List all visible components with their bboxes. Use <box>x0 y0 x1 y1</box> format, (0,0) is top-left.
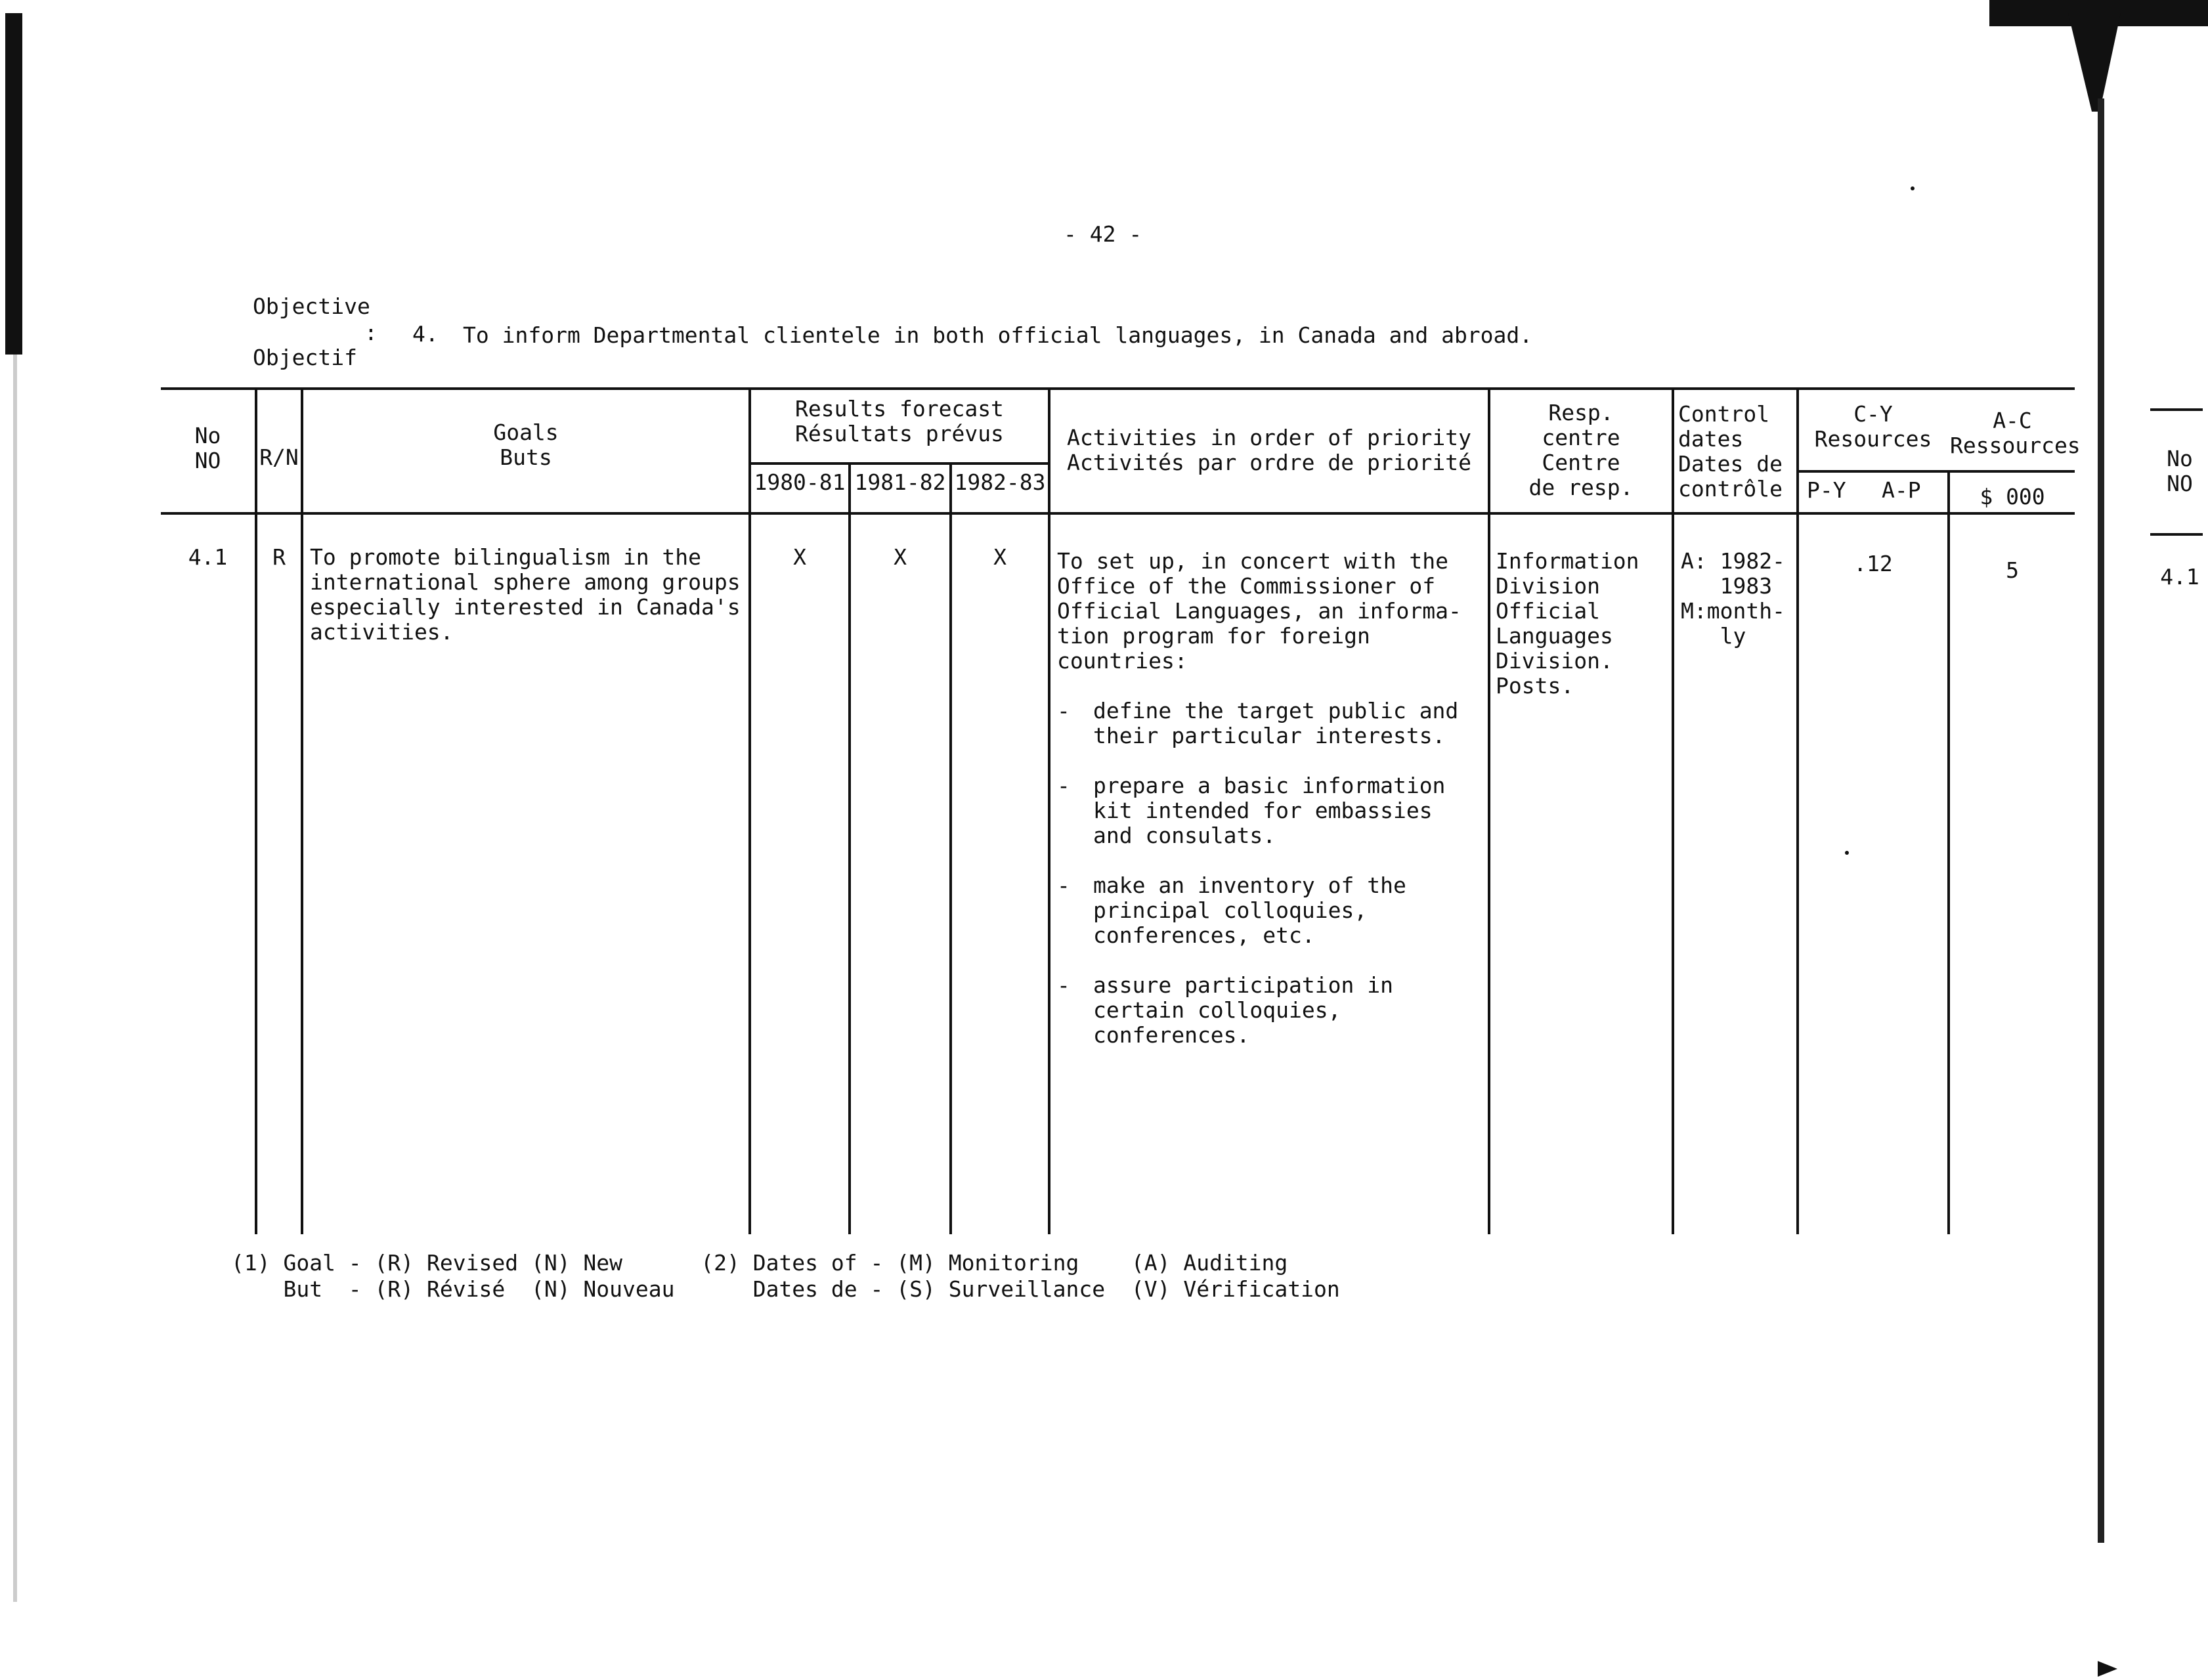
header-year-1982-83: 1982-83 <box>954 469 1046 495</box>
header-resp-centre: Resp. centre Centre de resp. <box>1528 400 1634 500</box>
col-rule-4 <box>848 462 851 1234</box>
header-year-1981-82: 1981-82 <box>854 469 946 495</box>
bullet-mark: - <box>1057 972 1070 998</box>
header-goals: Goals Buts <box>493 420 559 470</box>
activity-bullet <box>1057 973 1484 1048</box>
row-activities <box>1057 549 1484 1048</box>
objective-text: To inform Departmental clientele in both official languages, in Canada and abroad. <box>463 322 1533 348</box>
row-goal: To promote bilingualism in the international sphere among groups especially interested in Canada's activities. <box>310 544 741 645</box>
scan-speck <box>1911 186 1915 190</box>
table-top-rule <box>161 387 2075 390</box>
scan-edge-left <box>5 13 22 355</box>
bullet-mark: - <box>1057 773 1070 798</box>
col-rule-1 <box>255 387 257 1234</box>
objective-colon: : <box>364 320 378 345</box>
scan-edge-shadow <box>13 355 17 1602</box>
objective-number: 4. <box>412 321 439 347</box>
header-no-right: No NO <box>2167 446 2193 496</box>
header-rn: R/N <box>259 444 299 470</box>
scan-wedge <box>2068 13 2121 112</box>
row-year-2: X <box>894 544 907 570</box>
row-no-right: 4.1 <box>2160 564 2199 590</box>
row-rn: R <box>272 544 286 570</box>
page-number: - 42 - <box>1064 221 1142 247</box>
activity-bullet <box>1057 773 1484 848</box>
col-rule-3 <box>748 387 751 1234</box>
row-year-1: X <box>793 544 806 570</box>
bullet-mark: - <box>1057 872 1070 898</box>
activity-bullet <box>1057 699 1484 748</box>
page-arrow-icon <box>2098 1661 2117 1677</box>
footnote-line-2: But - (R) Révisé (N) Nouveau Dates de - (S) Surveillance (V) Vérification <box>231 1276 1340 1302</box>
resources-subheader-rule <box>1799 470 2075 473</box>
col-rule-10 <box>1947 470 1950 1234</box>
years-subheader-rule <box>748 462 1050 465</box>
col-rule-8 <box>1672 387 1674 1234</box>
col-rule-7 <box>1488 387 1490 1234</box>
row-year-3: X <box>993 544 1007 570</box>
header-ap: A-P <box>1882 477 1921 503</box>
bullet-text: make an inventory of the principal colloquies, conferences, etc. <box>1093 872 1406 948</box>
header-bottom-rule <box>161 512 2075 515</box>
bullet-text: assure participation in certain colloquies, conferences. <box>1093 972 1393 1048</box>
header-py: P-Y <box>1807 477 1846 503</box>
header-ac-resources: A-C Ressources <box>1950 408 2081 458</box>
right-margin-rule-2 <box>2150 533 2203 536</box>
header-cy-resources: C-Y Resources <box>1814 401 1932 452</box>
right-margin-rule-1 <box>2150 408 2203 411</box>
col-rule-9 <box>1796 387 1799 1234</box>
activity-intro: To set up, in concert with the Office of the Commissioner of Official Languages, an informa- tion program for foreign countries: <box>1057 548 1461 674</box>
row-no: 4.1 <box>188 544 228 570</box>
header-results-forecast: Results forecast Résultats prévus <box>795 396 1004 446</box>
row-py: .12 <box>1853 551 1893 576</box>
bullet-mark: - <box>1057 698 1070 723</box>
row-resp-centre: Information Division Official Languages Division. Posts. <box>1496 548 1639 699</box>
row-control-dates: A: 1982- 1983 M:month- ly <box>1681 548 1785 649</box>
header-ac-unit: $ 000 <box>1980 484 2045 509</box>
header-year-1980-81: 1980-81 <box>754 469 846 495</box>
objective-label-fr: Objectif <box>253 345 357 370</box>
col-rule-5 <box>949 462 952 1234</box>
header-control-dates: Control dates Dates de contrôle <box>1678 401 1783 502</box>
col-rule-6 <box>1048 387 1050 1234</box>
scan-edge-right <box>2098 98 2104 1543</box>
objective-label-en: Objective <box>253 293 370 319</box>
activity-bullet <box>1057 873 1484 948</box>
bullet-text: prepare a basic information kit intended for embassies and consulats. <box>1093 773 1446 848</box>
bullet-text: define the target public and their particular interests. <box>1093 698 1459 748</box>
header-no: No NO <box>194 423 221 473</box>
col-rule-2 <box>301 387 303 1234</box>
header-activities: Activities in order of priority Activités par ordre de priorité <box>1067 425 1471 475</box>
scan-speck <box>1845 851 1849 855</box>
footnote-line-1: (1) Goal - (R) Revised (N) New (2) Dates of - (M) Monitoring (A) Auditing <box>231 1250 1288 1276</box>
row-ac: 5 <box>2006 557 2019 583</box>
